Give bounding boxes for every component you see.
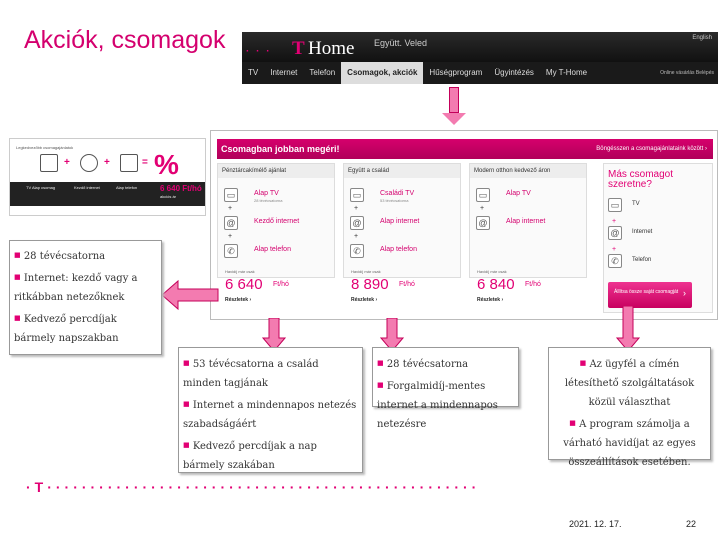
t-logo-dots: · · · [246, 46, 272, 57]
service-name: Családi TV [380, 190, 415, 197]
package-card [469, 163, 587, 278]
at-icon [80, 154, 98, 172]
bullet-icon: ■ [14, 314, 21, 322]
plus-icon: + [228, 205, 233, 212]
browse-packages-link[interactable]: Böngésszen a csomagajánlataink között › [596, 146, 707, 152]
slide-title: Akciók, csomagok [24, 26, 226, 54]
price-label: Havidíj már csak [351, 269, 381, 274]
service-name: Alap telefon [254, 246, 291, 253]
plus-icon: + [480, 205, 485, 212]
bullet-item: ■ Forgalmidíj-mentes internet a mindennapos netezésre [377, 381, 498, 430]
bullet-item: ■ Kedvező percdíjak bármely napszakban [14, 314, 119, 344]
header-top-band [242, 32, 718, 62]
tv-icon: ▭ [224, 188, 238, 202]
bullet-item: ■ 53 tévécsatorna a család minden tagjának [183, 359, 319, 389]
thumbnail-label: TV Alap csomag [26, 185, 56, 190]
custom-item-telefon[interactable] [608, 246, 708, 274]
package-title: Modern otthon kedvező áron [470, 164, 586, 178]
arrow-down-icon [442, 113, 466, 125]
custom-package-title: Más csomagot szeretne? [608, 169, 674, 190]
nav-item-csomagok[interactable]: Csomagok, akciók [341, 62, 423, 84]
custom-item-label: Internet [632, 229, 653, 235]
bullet-item: ■ 28 tévécsatorna [14, 251, 106, 262]
service-detail: 28 tévécsatorna [254, 198, 283, 203]
package-service [224, 186, 334, 208]
bullet-icon: ■ [377, 381, 384, 389]
thumbnail-price: 6 640 Ft/hó [160, 184, 202, 193]
textbox-custom-package [548, 347, 711, 468]
t-logo[interactable]: T [292, 38, 305, 59]
plus-icon: + [354, 205, 359, 212]
page-number: 22 [686, 519, 697, 529]
package-service [476, 205, 586, 236]
nav-item-ugyintezes[interactable]: Ügyintézés [494, 68, 534, 77]
price-label: Havidíj már csak [477, 269, 507, 274]
tv-icon: ▭ [608, 198, 622, 212]
package-service [224, 233, 334, 264]
language-link[interactable]: English [692, 35, 712, 41]
bullet-item: ■ Kedvező percdíjak a nap bármely szakában [183, 441, 317, 471]
bullet-icon: ■ [14, 273, 21, 281]
nav-item-my-thome[interactable]: My T-Home [545, 68, 588, 77]
phone-icon: ✆ [608, 254, 622, 268]
nav-item-tv[interactable]: TV [248, 68, 259, 77]
offer-screenshot [210, 130, 718, 320]
bullet-icon: ■ [183, 400, 190, 408]
thumbnail-price-note: akciós ár [160, 194, 177, 199]
tv-icon: ▭ [476, 188, 490, 202]
percent-icon: % [154, 149, 179, 180]
service-detail: 53 tévécsatorna [380, 198, 409, 203]
service-name: Alap internet [380, 218, 420, 225]
build-package-label: Állítsa össze saját csomagját [614, 289, 679, 295]
equals-icon: = [142, 157, 148, 168]
offer-header-bar [217, 139, 713, 159]
nav-extra-links[interactable]: Online vásárlás Belépés [660, 70, 714, 76]
service-name: Alap TV [506, 190, 531, 197]
price-unit: Ft/hó [273, 281, 289, 288]
bullet-item: ■ Internet: kezdő vagy a ritkábban netezőknek [14, 273, 138, 303]
bullet-item: ■ A program számolja a várható havidíjat az egyes összeállítások esetében. [563, 419, 696, 468]
plus-icon: + [354, 233, 359, 240]
thumbnail-label: Kezdő internet [74, 185, 100, 190]
bullet-icon: ■ [183, 441, 190, 449]
service-name: Kezdő internet [254, 218, 300, 225]
package-service [350, 233, 460, 264]
home-logo[interactable]: Home [308, 38, 355, 59]
plus-icon: + [104, 157, 110, 168]
custom-item-label: TV [632, 201, 640, 207]
textbox-modern-package [372, 347, 519, 430]
package-service [476, 186, 586, 208]
service-name: Alap telefon [380, 246, 417, 253]
package-title: Pénztárcakímélő ajánlat [218, 164, 334, 178]
textbox-family-package [178, 347, 363, 473]
chevron-right-icon: › [683, 288, 686, 298]
package-service [350, 205, 460, 236]
package-service [350, 186, 460, 208]
details-link[interactable]: Részletek › [225, 297, 252, 303]
build-package-button[interactable] [608, 282, 692, 308]
plus-icon: + [228, 233, 233, 240]
main-nav [242, 62, 718, 84]
tv-icon: ▭ [350, 188, 364, 202]
phone-icon [120, 154, 138, 172]
nav-item-internet[interactable]: Internet [270, 68, 298, 77]
service-name: Alap internet [506, 218, 546, 225]
bullet-item: ■ Az ügyfél a címén létesíthető szolgáltatások közül választhat [564, 359, 695, 408]
package-price: 6 640 [225, 276, 263, 293]
custom-item-tv[interactable] [608, 198, 708, 218]
phone-icon: ✆ [350, 244, 364, 258]
package-price: 6 840 [477, 276, 515, 293]
bullet-icon: ■ [569, 419, 576, 427]
custom-item-label: Telefon [632, 257, 652, 263]
plus-icon: + [64, 157, 70, 168]
bullet-icon: ■ [579, 359, 587, 367]
textbox-basic-package [9, 240, 162, 355]
tv-icon [40, 154, 58, 172]
thumbnail-label: Alap telefon [116, 185, 138, 190]
nav-item-telefon[interactable]: Telefon [309, 68, 336, 77]
arrow-down-shaft [449, 87, 459, 113]
bullet-item: ■ Internet a mindennapos netezés szabadságáért [183, 400, 357, 430]
package-thumbnail [9, 138, 206, 216]
at-icon: @ [350, 216, 364, 230]
service-name: Alap TV [254, 190, 279, 197]
custom-item-internet[interactable] [608, 218, 708, 246]
plus-icon: + [612, 218, 617, 225]
details-link[interactable]: Részletek › [351, 297, 378, 303]
bullet-icon: ■ [183, 359, 190, 367]
package-service [224, 205, 334, 236]
details-link[interactable]: Részletek › [477, 297, 504, 303]
arrow-left-icon [160, 275, 220, 315]
price-unit: Ft/hó [399, 281, 415, 288]
bullet-icon: ■ [377, 359, 384, 367]
package-card [217, 163, 335, 278]
footer-date: 2021. 12. 17. [569, 519, 622, 529]
custom-package-box [603, 163, 713, 313]
offer-title: Csomagban jobban megéri! [221, 144, 340, 154]
bullet-icon: ■ [14, 251, 21, 259]
price-label: Havidíj már csak [225, 269, 255, 274]
t-logo-footer: ·T·················································· [26, 479, 481, 495]
header-tagline: Együtt. Veled [374, 38, 428, 48]
plus-icon: + [612, 246, 617, 253]
thumbnail-title: Legkedvezőbb csomagajánlatok [16, 145, 74, 150]
arrow-down-icon [616, 306, 640, 352]
price-unit: Ft/hó [525, 281, 541, 288]
package-price: 8 890 [351, 276, 389, 293]
package-title: Együtt a család [344, 164, 460, 178]
at-icon: @ [476, 216, 490, 230]
nav-item-husegprogram[interactable]: Hűségprogram [429, 68, 483, 77]
package-card [343, 163, 461, 278]
at-icon: @ [608, 226, 622, 240]
at-icon: @ [224, 216, 238, 230]
phone-icon: ✆ [224, 244, 238, 258]
thome-header [242, 32, 718, 84]
bullet-item: ■ 28 tévécsatorna [377, 359, 469, 370]
